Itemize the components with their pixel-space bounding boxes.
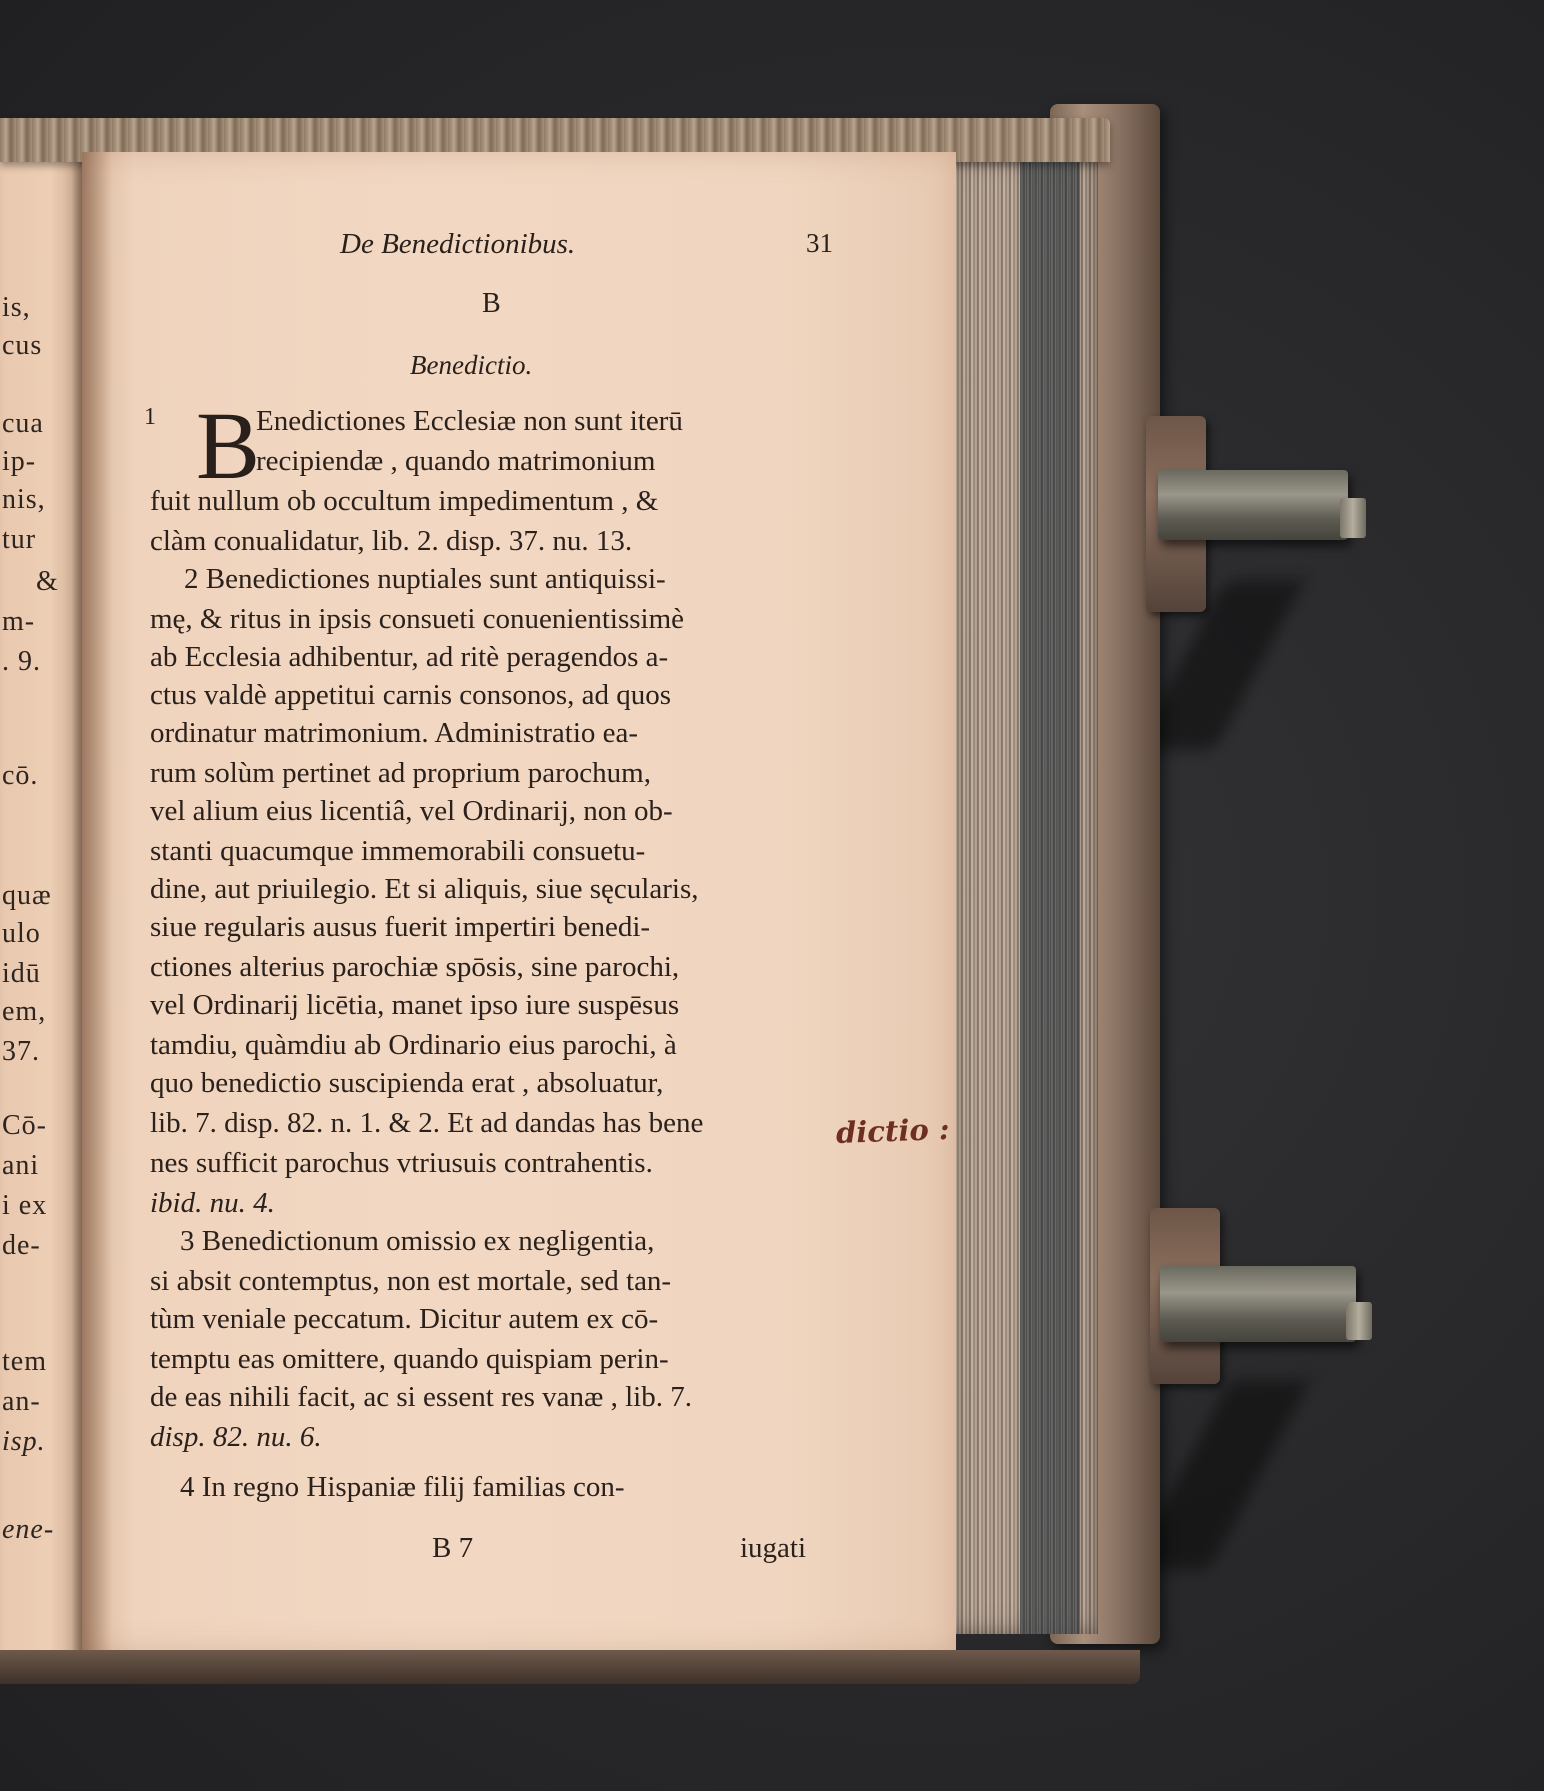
text-line: lib. 7. disp. 82. n. 1. & 2. Et ad dandas has bene — [150, 1107, 704, 1139]
left-fragment: ene- — [2, 1514, 55, 1545]
clasp-upper-hook — [1340, 498, 1366, 538]
text-line: si absit contemptus, non est mortale, sed tan- — [150, 1265, 672, 1297]
section-letter: B — [482, 288, 501, 319]
clasp-upper-plate — [1158, 470, 1348, 540]
paragraph-number: 1 — [144, 404, 156, 430]
text-line: ctiones alterius parochiæ spōsis, sine parochi, — [150, 951, 680, 983]
text-line: ctus valdè appetitui carnis consonos, ad quos — [150, 679, 672, 711]
text-line: mę, & ritus in ipsis consueti conuenientissimè — [150, 603, 685, 635]
left-fragment: cua — [2, 408, 44, 439]
left-fragment: i ex — [2, 1190, 48, 1221]
section-title: Benedictio. — [410, 350, 533, 380]
text-line: clàm conualidatur, lib. 2. disp. 37. nu. 13. — [150, 525, 633, 557]
text-line: ibid. nu. 4. — [150, 1187, 275, 1219]
left-fragment: 37. — [2, 1036, 40, 1067]
text-line: siue regularis ausus fuerit impertiri benedi- — [150, 911, 651, 943]
text-line: Enedictiones Ecclesiæ non sunt iterū — [256, 405, 683, 437]
text-line: stanti quacumque immemorabili consuetu- — [150, 835, 646, 867]
text-line: dine, aut priuilegio. Et si aliquis, siue sęcularis, — [150, 873, 699, 905]
text-line: ordinatur matrimonium. Administratio ea- — [150, 717, 639, 749]
text-line: rum solùm pertinet ad proprium parochum, — [150, 757, 651, 789]
left-fragment: quæ — [2, 880, 52, 911]
left-fragment: tem — [2, 1346, 47, 1377]
running-head: De Benedictionibus. — [340, 228, 576, 260]
signature-mark: B 7 — [432, 1532, 474, 1564]
text-line: vel alium eius licentiâ, vel Ordinarij, non ob- — [150, 795, 673, 827]
left-fragment: cus — [2, 330, 43, 361]
drop-cap: B — [196, 392, 261, 499]
left-fragment: . 9. — [2, 646, 41, 677]
catchword: iugati — [740, 1532, 807, 1564]
left-fragment: nis, — [2, 484, 46, 515]
left-fragment: ip- — [2, 446, 37, 477]
text-line: disp. 82. nu. 6. — [150, 1421, 322, 1453]
text-line: 3 Benedictionum omissio ex negligentia, — [180, 1225, 655, 1257]
text-line: vel Ordinarij licētia, manet ipso iure suspēsus — [150, 989, 680, 1021]
left-fragment: Cō- — [2, 1110, 47, 1141]
clasp-lower-plate — [1160, 1266, 1356, 1342]
left-fragment: & — [36, 566, 59, 597]
left-fragment: de- — [2, 1230, 41, 1261]
left-fragment: isp. — [2, 1426, 46, 1457]
text-line: 2 Benedictiones nuptiales sunt antiquissi- — [184, 563, 666, 595]
left-fragment: ani — [2, 1150, 40, 1181]
left-fragment: idū — [2, 958, 41, 989]
text-line: quo benedictio suscipienda erat , absoluatur, — [150, 1067, 664, 1099]
page-block-fore-edge — [1020, 156, 1080, 1634]
clasp-lower-hook — [1346, 1302, 1372, 1340]
text-line: ab Ecclesia adhibentur, ad ritè peragendos a- — [150, 641, 669, 673]
left-fragment: em, — [2, 996, 47, 1027]
left-fragment: tur — [2, 524, 37, 555]
left-fragment: ulo — [2, 918, 41, 949]
text-line: 4 In regno Hispaniæ filij familias con- — [180, 1471, 625, 1503]
page-gutter-shade — [82, 152, 112, 1652]
text-line: de eas nihili facit, ac si essent res vanæ , lib. 7. — [150, 1381, 692, 1413]
text-line: tùm veniale peccatum. Dicitur autem ex cō- — [150, 1303, 659, 1335]
handwritten-annotation: dictio : — [835, 1112, 951, 1150]
left-fragment: cō. — [2, 760, 39, 791]
text-line: temptu eas omittere, quando quispiam perin- — [150, 1343, 669, 1375]
text-line: nes sufficit parochus vtriusuis contrahentis. — [150, 1147, 653, 1179]
left-fragment: is, — [2, 292, 31, 323]
left-fragment: m- — [2, 606, 36, 637]
text-line: fuit nullum ob occultum impedimentum , & — [150, 485, 659, 517]
page-number: 31 — [806, 228, 833, 258]
text-line: recipiendæ , quando matrimonium — [256, 445, 656, 477]
bottom-board — [0, 1650, 1140, 1684]
text-line: tamdiu, quàmdiu ab Ordinario eius parochi, à — [150, 1029, 677, 1061]
left-fragment: an- — [2, 1386, 41, 1417]
